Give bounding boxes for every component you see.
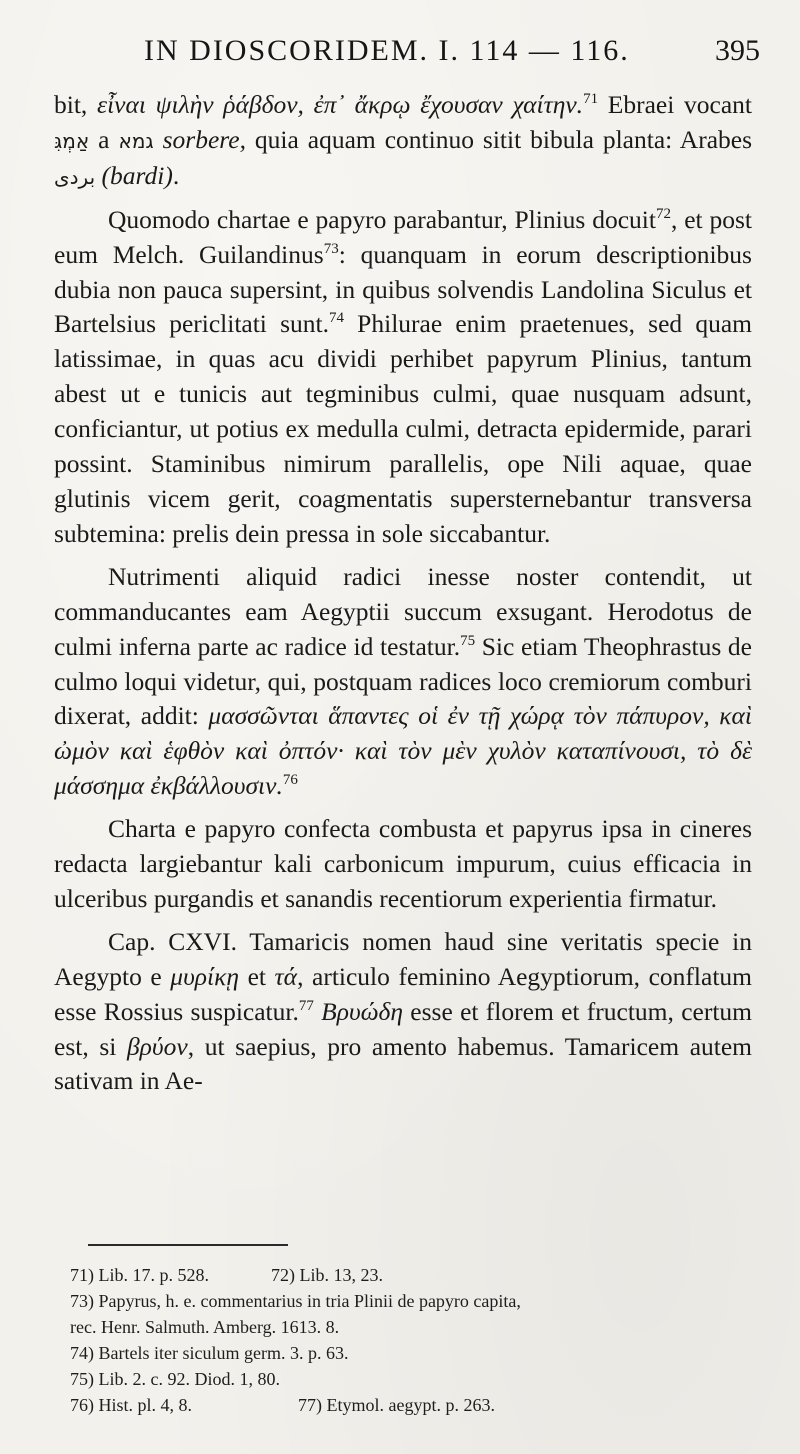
text-run: a [89,124,119,154]
greek-quotation: μασσῶνται ἅπαντες οἱ ἐν τῇ χώρᾳ τὸν πάπυρον, καὶ ὠμὸν καὶ ἑφθὸν καὶ ὀπτόν· καὶ τὸν μὲν χυλὸν καταπίνουσι, τὸ δὲ μάσσημα ἐκβάλλουσιν. [54,701,752,801]
text-run: Quomodo chartae e papyro parabantur, Plinius docuit [108,204,656,234]
text-run: : quanquam in eorum descriptionibus dubia non pauca supersint, in quibus solvendis Landolina Siculus et Bartelsius periclitati sunt. [54,239,752,339]
text-run: bit, [54,90,98,119]
footnote-row [70,1340,752,1366]
footnote-72: 72) Lib. 13, 23. [271,1265,383,1285]
paragraph-chapter-114-end [54,88,752,195]
footnote-row [70,1288,752,1314]
footnote-76: 76) Hist. pl. 4, 8. [70,1395,193,1415]
text-run: Nutrimenti aliquid radici inesse noster contendit, ut commanducantes eam Aegyptii succum exsugant. Herodotus de culmi inferna parte ac radice id testatur. [54,561,752,661]
text-run: , et post eum Melch. Guilandinus [54,204,752,269]
text-run: Sic etiam Theophrastus de culmo loqui videtur, qui, postquam radices loco cremiorum comburi dixerat, addit: [54,631,753,731]
paragraph-charta-combusta [54,812,752,917]
paragraph-papyrus-chartae [54,203,752,552]
footnote-73: 73) Papyrus, h. e. commentarius in tria Plinii de papyro capita, [70,1291,521,1311]
footnote-71: 71) Lib. 17. p. 528. [70,1265,209,1285]
footnote-ref-75: 75 [460,632,476,649]
paragraph-nutrimenti [54,560,752,804]
greek-word: τά [274,961,298,991]
footnote-ref-71: 71 [583,91,599,107]
text-run: esse et florem et fructum, certum est, si [54,996,753,1061]
footnote-ref-77: 77 [298,997,314,1014]
footnotes [70,1262,752,1418]
text-run: Philurae enim praetenues, sed quam latissimae, in quas acu dividi perhibet papyrum Plinius, tantum abest ut e tunicis aut tegminibus culmi, quae nusquam adsunt, conficiantur, ut potius ex medulla culmi, detracta epidermide, parari possint. Staminibus nimirum parallelis, ope Nili aquae, quae glutinis vicem gerit, coagmentatis supersternebantur transversa subtemina: prelis dein pressa in sole siccabantur. [54,309,752,548]
footnote-ref-74: 74 [328,310,344,327]
text-run: , articulo feminino Aegyptiorum, conflatum esse Rossius suspicatur. [54,961,752,1026]
footnote-73-continuation: rec. Henr. Salmuth. Amberg. 1613. 8. [70,1317,340,1337]
text-run: . [172,160,180,190]
text-run: et [239,961,275,991]
body-text [54,88,752,1099]
text-run: Cap. CXVI. Tamaricis nomen haud sine veritatis specie in Aegypto e [54,926,752,991]
hebrew-word: גמא [118,128,154,153]
greek-word: Βρυώδη [321,996,403,1026]
hebrew-word: אַמְגִּ [54,128,90,153]
running-title: IN DIOSCORIDEM. I. 114 — 116. [144,34,630,67]
greek-word: μυρίκῃ [170,961,239,991]
footnote-ref-73: 73 [323,240,339,257]
text-run: Charta e papyro confecta combusta et papyrus ipsa in cineres redacta largiebantur kali carbonicum impurum, cuius efficacia in ulceribus purgandis et sanandis recentiorum experientia firmatur. [54,814,752,913]
text-run: quia aquam continuo sitit bibula planta: Arabes [245,124,753,154]
italic-gloss: sorbere, [162,124,246,154]
greek-quotation: εἶναι ψιλὴν ῥάβδον, ἐπ᾿ ἄκρῳ ἔχουσαν χαίτην. [97,90,584,119]
paragraph-chapter-116 [54,925,752,1100]
footnote-row [70,1262,752,1288]
footnote-row [70,1314,752,1340]
footnote-row [70,1366,752,1392]
text-run: Ebraei vocant [598,90,753,119]
footnote-75: 75) Lib. 2. c. 92. Diod. 1, 80. [70,1369,280,1389]
running-head [54,34,760,78]
text-run: , ut saepius, pro amento habemus. Tamaricem autem sativam in Ae- [54,1031,752,1096]
page-number: 395 [715,34,760,67]
footnote-row [70,1392,752,1418]
greek-word: βρύον [126,1031,188,1061]
footnote-ref-76: 76 [282,772,298,789]
footnote-77: 77) Etymol. aegypt. p. 263. [298,1395,495,1415]
footnote-74: 74) Bartels iter siculum germ. 3. p. 63. [70,1343,349,1363]
arabic-word: بردی [54,164,96,189]
text-run [154,125,163,154]
italic-gloss: (bardi) [101,160,173,190]
footnote-divider [88,1244,288,1246]
footnote-ref-72: 72 [655,205,671,222]
